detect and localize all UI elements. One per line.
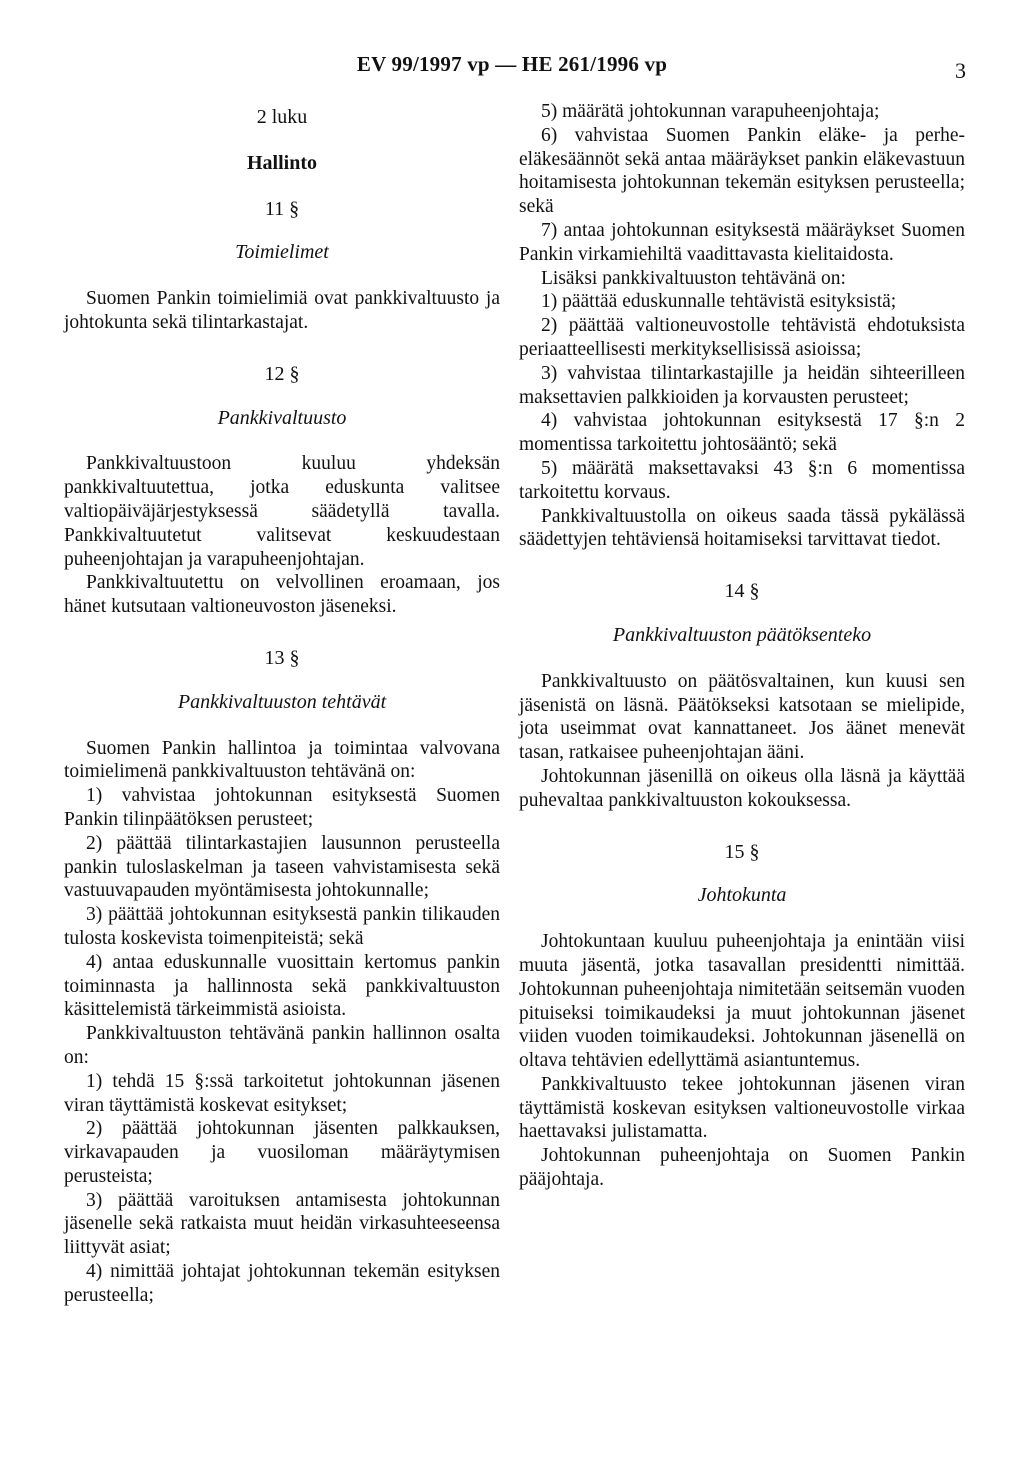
paragraph: Suomen Pankin toimielimiä ovat pankkivaltuusto ja johtokunta sekä tilintarkastajat. <box>64 288 500 333</box>
section-number: 14 § <box>724 580 760 603</box>
paragraph: Pankkivaltuusto tekee johtokunnan jäsenen viran täyttämistä koskevan esityksen valtioneuvostolle virkaa haettavaksi julistamatta. <box>519 1073 965 1143</box>
section-title: Pankkivaltuuston tehtävät <box>177 690 387 713</box>
paragraph: Johtokuntaan kuuluu puheenjohtaja ja enintään viisi muuta jäsentä, jotka tasavallan presidentti nimittää. Johtokunnan puheenjohtaja nimitetään seitsemän vuoden pituiseksi toimikaudeksi ja muut johtokunnan jäsenet viiden vuoden toimikaudeksi. Johtokunnan jäsenellä on oltava tehtävien edellyttämä asiantuntemus. <box>519 931 965 1072</box>
page-number: 3 <box>955 58 966 83</box>
list-item: 2) päättää valtioneuvostolle tehtävistä ehdotuksista periaatteellisesti merkityksellisissä asioissa; <box>519 315 965 360</box>
list-item: 5) määrätä maksettavaksi 43 §:n 6 momentissa tarkoitettu korvaus. <box>519 457 965 503</box>
list-item: 3) vahvistaa tilintarkastajille ja heidän sihteerilleen maksettavien palkkioiden ja korvausten perusteet; <box>519 362 965 408</box>
paragraph: Pankkivaltuustoon kuuluu yhdeksän pankkivaltuutettua, jotka eduskunta valitsee valtiopäiväjärjestyksessä säädetyllä tavalla. Pankkivaltuutetut valitsevat keskuudestaan puheenjohtajan ja varapuheenjohtajan. <box>64 453 500 570</box>
paragraph: Pankkivaltuusto on päätösvaltainen, kun kuusi sen jäsenistä on läsnä. Päätökseksi katsotaan se mielipide, jota useimmat ovat kannattaneet. Jos äänet menevät tasan, ratkaisee puheenjohtajan ääni. <box>519 670 965 764</box>
paragraph: Pankkivaltuuston tehtävänä pankin hallinnon osalta on: <box>64 1023 500 1068</box>
section-title: Pankkivaltuusto <box>217 406 347 429</box>
right-column <box>519 100 965 1192</box>
section-title: Toimielimet <box>235 241 329 264</box>
list-item: 6) vahvistaa Suomen Pankin eläke- ja perhe-eläkesäännöt sekä antaa määräykset pankin eläkevastuun hoitamisesta johtokunnan tekemän esityksen perusteella; sekä <box>519 124 965 218</box>
chapter-number: 2 luku <box>256 106 308 128</box>
list-item: 4) antaa eduskunnalle vuosittain kertomus pankin toiminnasta ja hallinnosta sekä pankkivaltuuston käsittelemistä tärkeimmistä asioista. <box>64 951 500 1021</box>
left-column <box>64 100 500 1308</box>
list-item: 1) vahvistaa johtokunnan esityksestä Suomen Pankin tilinpäätöksen perusteet; <box>64 785 500 830</box>
list-item: 1) päättää eduskunnalle tehtävistä esityksistä; <box>541 291 897 313</box>
document-reference: EV 99/1997 vp — HE 261/1996 vp <box>356 52 668 76</box>
section-title: Pankkivaltuuston päätöksenteko <box>612 623 872 646</box>
paragraph: Pankkivaltuustolla on oikeus saada tässä pykälässä säädettyjen tehtäviensä hoitamiseksi tarvittavat tiedot. <box>519 505 965 551</box>
paragraph: Lisäksi pankkivaltuuston tehtävänä on: <box>541 267 846 289</box>
page-header <box>0 52 1024 92</box>
list-item: 4) vahvistaa johtokunnan esityksestä 17 §:n 2 momentissa tarkoitettu johtosääntö; sekä <box>519 410 965 456</box>
list-item: 1) tehdä 15 §:ssä tarkoitetut johtokunnan jäsenen viran täyttämistä koskevat esitykset; <box>64 1070 500 1116</box>
paragraph: Johtokunnan jäsenillä on oikeus olla läsnä ja käyttää puhevaltaa pankkivaltuuston kokouksessa. <box>519 765 965 811</box>
list-item: 7) antaa johtokunnan esityksestä määräykset Suomen Pankin virkamiehiltä vaadittavasta kielitaidosta. <box>519 219 965 265</box>
section-title: Johtokunta <box>697 884 787 907</box>
paragraph: Pankkivaltuutettu on velvollinen eroamaan, jos hänet kutsutaan valtioneuvoston jäseneksi. <box>64 572 500 618</box>
section-number: 13 § <box>264 646 300 669</box>
list-item: 3) päättää varoituksen antamisesta johtokunnan jäsenelle sekä ratkaista muut heidän virkasuhteeseensa liittyvät asiat; <box>64 1189 500 1259</box>
section-number: 11 § <box>264 197 300 220</box>
paragraph: Johtokunnan puheenjohtaja on Suomen Pankin pääjohtaja. <box>519 1145 965 1191</box>
chapter-heading: Hallinto <box>246 151 317 174</box>
section-number: 12 § <box>264 362 300 385</box>
section-number: 15 § <box>724 840 760 863</box>
list-item: 2) päättää tilintarkastajien lausunnon perusteella pankin tuloslaskelman ja taseen vahvistamisesta sekä vastuuvapauden myöntämisesta johtokunnalle; <box>64 832 500 902</box>
list-item: 5) määrätä johtokunnan varapuheenjohtaja; <box>541 101 880 122</box>
paragraph: Suomen Pankin hallintoa ja toimintaa valvovana toimielimenä pankkivaltuuston tehtävänä on: <box>64 737 500 783</box>
list-item: 4) nimittää johtajat johtokunnan tekemän esityksen perusteella; <box>64 1261 500 1306</box>
list-item: 2) päättää johtokunnan jäsenten palkkauksen, virkavapauden ja vuosiloman määräytymisen perusteista; <box>64 1118 500 1187</box>
list-item: 3) päättää johtokunnan esityksestä pankin tilikauden tulosta koskevista toimenpiteistä; sekä <box>64 904 500 949</box>
